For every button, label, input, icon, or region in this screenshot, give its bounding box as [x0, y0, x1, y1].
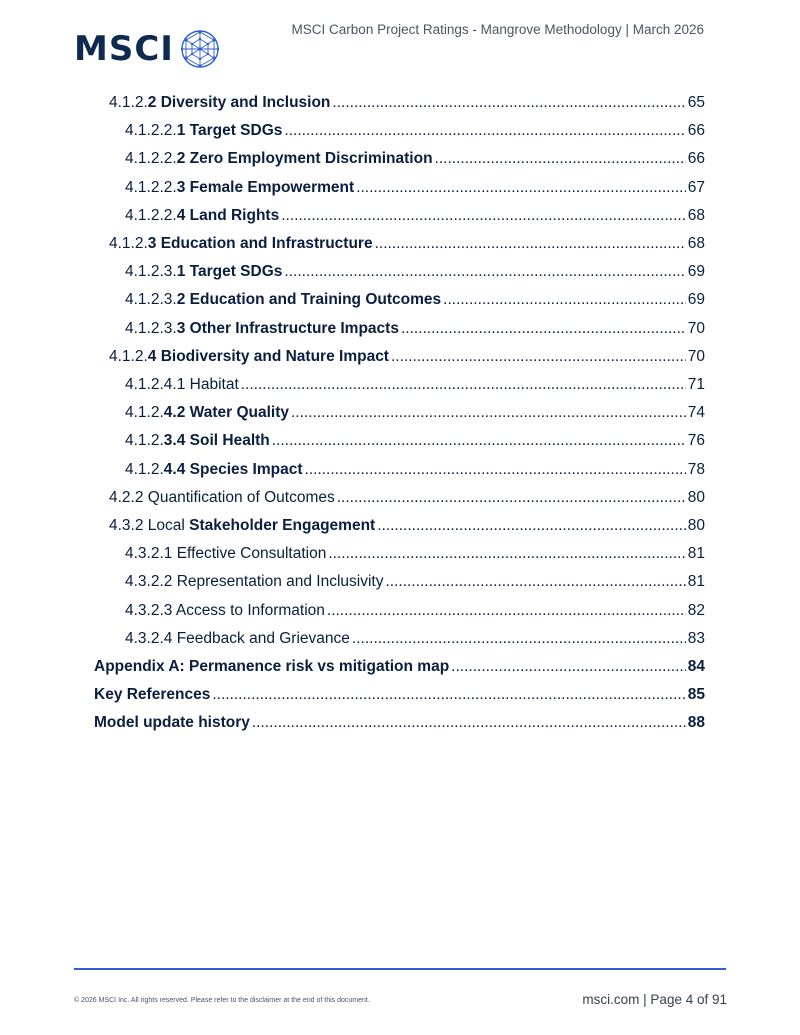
toc-entry-title: Water Quality: [189, 404, 289, 422]
toc-entry-label: [125, 461, 303, 479]
toc-entry-label: [125, 320, 399, 338]
toc-page-number: 81: [687, 545, 705, 563]
toc-entry-label: [109, 348, 389, 366]
toc-entry-number-tail: 3.4: [163, 432, 186, 450]
toc-entry-number-tail: 3: [176, 178, 186, 196]
toc-page-number: 88: [687, 714, 705, 732]
toc-entry-number: 4.1.2.2.: [125, 206, 177, 224]
toc-leader-dots: [435, 150, 686, 168]
toc-leader-dots: [377, 517, 686, 535]
toc-entry-number-tail: 2: [176, 150, 186, 168]
toc-entry-number-tail: 2: [176, 291, 186, 309]
toc-entry-number: 4.1.2.: [109, 94, 148, 111]
toc-leader-dots: [272, 432, 686, 450]
toc-entry-number-tail: 4: [176, 206, 186, 224]
toc-leader-dots: [391, 348, 686, 366]
msci-logo: [74, 28, 220, 70]
toc-page-number: 66: [687, 150, 705, 168]
toc-entry-label: [125, 150, 433, 168]
toc-entry-number-tail: 3: [176, 319, 186, 337]
toc-entry[interactable]: [94, 714, 705, 736]
toc-entry[interactable]: [94, 658, 705, 680]
toc-entry-label: [125, 432, 270, 450]
toc-entry-title: Other Infrastructure Impacts: [189, 319, 399, 337]
toc-entry-label: [125, 602, 325, 620]
toc-entry-title: Appendix A: Permanence risk vs mitigation map: [94, 658, 450, 675]
toc-entry-number: 4.3.2.1 Effective Consultation: [125, 545, 327, 563]
toc-entry[interactable]: [125, 630, 705, 652]
toc-entry-number: 4.1.2.: [109, 347, 148, 365]
toc-entry-label: [109, 517, 375, 535]
toc-page-number: 65: [687, 94, 705, 111]
toc-entry[interactable]: [94, 686, 705, 708]
toc-entry-title: Education and Infrastructure: [160, 235, 373, 252]
toc-entry-number: 4.2.2 Quantification of Outcomes: [109, 488, 335, 506]
toc-page-number: 82: [687, 601, 705, 619]
toc-leader-dots: [327, 602, 686, 620]
toc-entry[interactable]: [125, 545, 705, 567]
toc-entry-label: [125, 376, 239, 394]
toc-entry-label: [125, 179, 354, 197]
footer-copyright: © 2026 MSCI Inc. All rights reserved. Please refer to the disclaimer at the end of this document.: [74, 997, 370, 1004]
toc-entry[interactable]: [109, 517, 705, 539]
globe-icon: [180, 29, 220, 69]
toc-entry[interactable]: [109, 235, 705, 257]
toc-page-number: 74: [687, 404, 705, 422]
toc-page-number: 78: [687, 460, 705, 478]
toc-leader-dots: [291, 404, 686, 422]
toc-entry-number: 4.1.2.3.: [125, 319, 177, 337]
toc-entry[interactable]: [125, 376, 705, 398]
toc-leader-dots: [328, 545, 685, 563]
toc-entry-number: 4.3.2.4 Feedback and Grievance: [125, 629, 350, 647]
toc-entry[interactable]: [109, 489, 705, 511]
toc-page-number: 83: [687, 629, 705, 647]
toc-entry[interactable]: [125, 263, 705, 285]
toc-entry-title: Key References: [94, 686, 211, 704]
toc-entry[interactable]: [125, 461, 705, 483]
toc-entry-label: [125, 404, 289, 422]
toc-page-number: 71: [687, 376, 705, 393]
toc-entry-label: [125, 573, 384, 591]
toc-entry-number: 4.1.2.2.: [125, 178, 177, 196]
toc-entry-number: 4.1.2.4.1 Habitat: [125, 376, 239, 393]
toc-entry-label: [125, 263, 282, 281]
toc-leader-dots: [212, 686, 685, 704]
toc-leader-dots: [443, 291, 686, 309]
toc-entry-number-tail: 3: [147, 235, 157, 252]
toc-page-number: 84: [687, 658, 705, 675]
toc-entry-number: 4.1.2.: [125, 404, 164, 422]
toc-entry[interactable]: [125, 150, 705, 172]
toc-entry-title: Zero Employment Discrimination: [189, 150, 433, 168]
toc-entry-title: Diversity and Inclusion: [160, 94, 331, 111]
toc-entry-number: 4.1.2.3.: [125, 291, 177, 309]
toc-leader-dots: [281, 207, 686, 225]
toc-leader-dots: [284, 122, 685, 140]
toc-leader-dots: [375, 235, 686, 253]
toc-entry-number: 4.3.2.3 Access to Information: [125, 601, 325, 619]
toc-entry[interactable]: [109, 348, 705, 370]
toc-entry-number: 4.1.2.2.: [125, 150, 177, 168]
toc-entry-label: [94, 686, 210, 704]
toc-entry[interactable]: [125, 432, 705, 454]
toc-entry-number: 4.1.2.3.: [125, 263, 177, 281]
toc-entry-label: [109, 489, 335, 507]
toc-entry-number: 4.1.2.: [109, 235, 148, 252]
toc-entry-title: Soil Health: [189, 432, 270, 450]
toc-page-number: 66: [687, 122, 705, 140]
toc-entry[interactable]: [125, 179, 705, 201]
toc-page-number: 81: [687, 573, 705, 591]
toc-entry[interactable]: [125, 122, 705, 144]
toc-entry-label: [125, 291, 441, 309]
toc-entry-number: 4.1.2.2.: [125, 122, 177, 140]
toc-entry[interactable]: [125, 207, 705, 229]
toc-entry-number-tail: 1: [176, 263, 186, 281]
toc-entry-number-tail: 4.2: [163, 404, 186, 422]
toc-entry-title: Target SDGs: [189, 263, 283, 281]
toc-entry-title: Species Impact: [189, 460, 303, 478]
toc-entry-title: Biodiversity and Nature Impact: [160, 347, 389, 365]
toc-entry[interactable]: [125, 404, 705, 426]
toc-entry-title: Land Rights: [189, 206, 280, 224]
toc-entry-title: Target SDGs: [189, 122, 283, 140]
toc-entry-title: Model update history: [94, 714, 250, 732]
toc-page-number: 80: [687, 517, 705, 534]
toc-leader-dots: [241, 376, 686, 394]
toc-entry-label: [109, 235, 373, 253]
toc-entry-label: [109, 94, 330, 112]
toc-leader-dots: [356, 179, 686, 197]
toc-entry-label: [125, 545, 326, 563]
logo-text: MSCI: [74, 29, 174, 69]
toc-page-number: 70: [687, 347, 705, 365]
toc-entry-label: [94, 714, 250, 732]
toc-entry-label: [125, 122, 282, 140]
toc-page-number: 69: [687, 291, 705, 309]
toc-page-number: 80: [687, 488, 705, 506]
footer-divider: [74, 968, 726, 970]
toc-page-number: 68: [687, 235, 705, 252]
toc-entry-label: [125, 207, 279, 225]
toc-entry-number: 4.1.2.: [125, 432, 164, 450]
toc-entry-number-tail: 4.4: [163, 460, 186, 478]
toc-leader-dots: [386, 573, 686, 591]
toc-entry-label: [125, 630, 350, 648]
toc-page-number: 85: [687, 686, 705, 704]
toc-entry-number: 4.3.2.2 Representation and Inclusivity: [125, 573, 384, 591]
toc-leader-dots: [332, 94, 685, 112]
toc-page-number: 69: [687, 263, 705, 281]
toc-entry-title: Education and Training Outcomes: [189, 291, 442, 309]
toc-entry-title: Female Empowerment: [189, 178, 355, 196]
toc-entry-label: [94, 658, 449, 676]
toc-entry[interactable]: [125, 320, 705, 342]
toc-entry-number: 4.1.2.: [125, 460, 164, 478]
toc-entry-number: 4.3.2 Local: [109, 517, 190, 534]
toc-leader-dots: [284, 263, 685, 281]
toc-entry-number-tail: 1: [176, 122, 186, 140]
toc-entry-number-tail: 2: [147, 94, 157, 111]
toc-entry-title: Stakeholder Engagement: [189, 517, 376, 534]
toc-page-number: 68: [687, 206, 705, 224]
toc-leader-dots: [337, 489, 686, 507]
toc-leader-dots: [451, 658, 686, 676]
toc-leader-dots: [305, 461, 686, 479]
document-header-title: MSCI Carbon Project Ratings - Mangrove Methodology | March 2026: [291, 22, 704, 37]
toc-page-number: 67: [687, 178, 705, 196]
toc-entry-number-tail: 4: [147, 347, 157, 365]
toc-leader-dots: [352, 630, 686, 648]
footer-page-info: msci.com | Page 4 of 91: [582, 992, 727, 1007]
toc-page-number: 70: [687, 319, 705, 337]
toc-leader-dots: [401, 320, 686, 338]
toc-page-number: 76: [687, 432, 705, 450]
toc-entry[interactable]: [109, 94, 705, 116]
toc-entry[interactable]: [125, 602, 705, 624]
toc-leader-dots: [252, 714, 686, 732]
toc-entry[interactable]: [125, 573, 705, 595]
toc-entry[interactable]: [125, 291, 705, 313]
